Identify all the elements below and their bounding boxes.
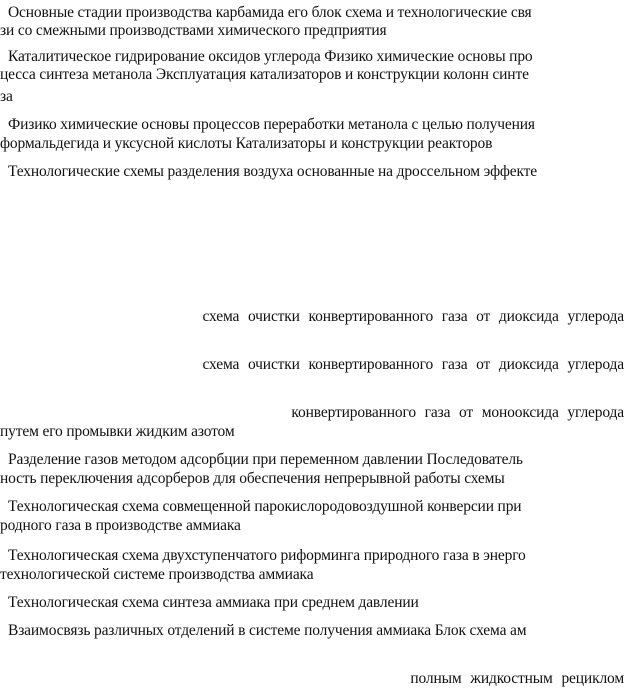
text-line: схема очистки конвертированного газа от диоксида углерода <box>202 356 624 373</box>
text-line: Технологическая схема синтеза аммиака при среднем давлении <box>8 594 419 611</box>
text-line: цесса синтеза метанола Эксплуатация катализаторов и конструкции колонн синте <box>0 66 529 83</box>
text-line: Технологические схемы разделения воздуха основанные на дроссельном эффекте <box>8 163 538 180</box>
text-line: Технологическая схема двухступенчатого риформинга природного газа в энерго <box>8 547 526 564</box>
text-line: Каталитическое гидрирование оксидов углерода Физико химические основы про <box>8 48 533 65</box>
text-line: Технологическая схема совмещенной парокислородовоздушной конверсии при <box>8 498 522 515</box>
text-line: конвертированного газа от монооксида углерода <box>291 404 624 421</box>
text-line: за <box>0 88 13 105</box>
text-line: ность переключения адсорберов для обеспечения непрерывной работы схемы <box>0 470 505 487</box>
text-line: полным жидкостным рециклом <box>410 670 624 687</box>
text-line: технологической системе производства аммиака <box>0 566 314 583</box>
text-line: Основные стадии производства карбамида его блок схема и технологические свя <box>8 4 532 21</box>
text-line: зи со смежными производствами химического предприятия <box>0 22 387 39</box>
text-line: путем его промывки жидким азотом <box>0 423 235 440</box>
text-line: Физико химические основы процессов переработки метанола с целью получения <box>8 116 535 133</box>
text-line: схема очистки конвертированного газа от диоксида углерода <box>202 308 624 325</box>
text-line: Взаимосвязь различных отделений в системе получения аммиака Блок схема ам <box>8 622 527 639</box>
text-line: родного газа в производстве аммиака <box>0 517 241 534</box>
text-line: формальдегида и уксусной кислоты Катализаторы и конструкции реакторов <box>0 135 493 152</box>
text-line: Разделение газов методом адсорбции при переменном давлении Последователь <box>8 451 523 468</box>
